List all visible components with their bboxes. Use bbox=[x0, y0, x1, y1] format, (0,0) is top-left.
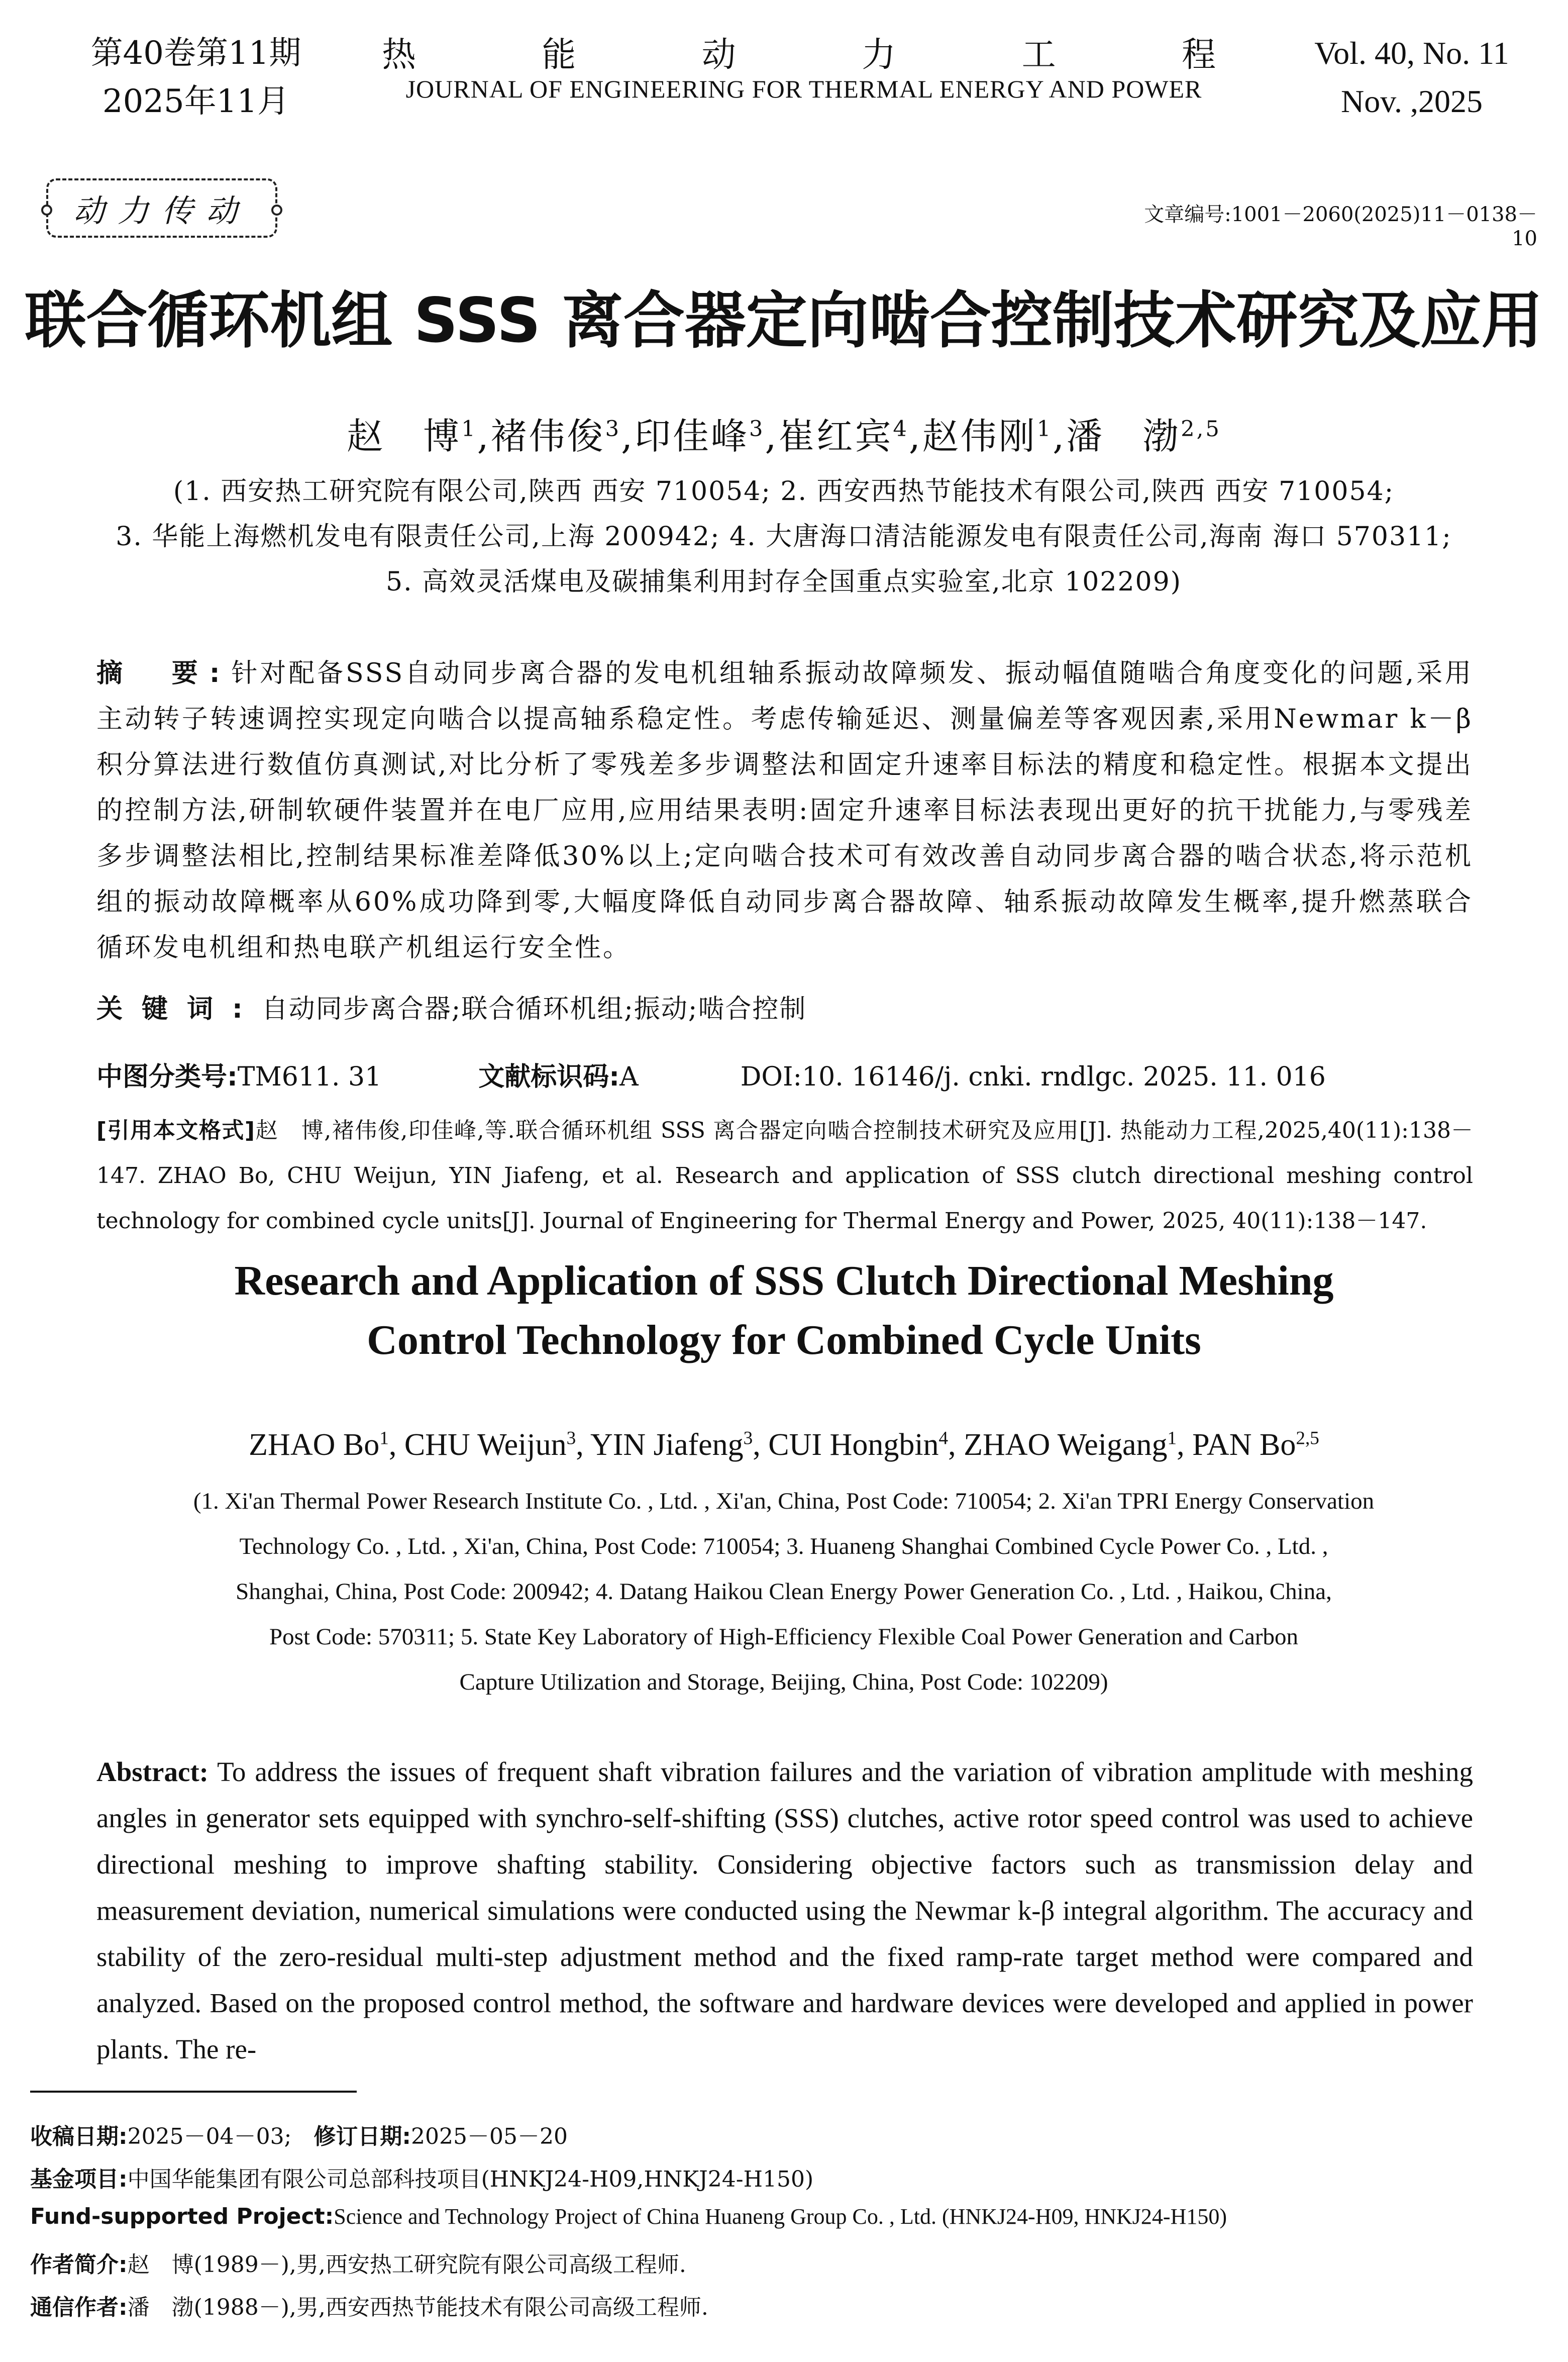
journal-title-cn bbox=[382, 28, 1216, 76]
footnote-dates bbox=[30, 2118, 1537, 2150]
header-volume-en bbox=[1296, 29, 1527, 126]
title-cn: 联合循环机组 SSS 离合器定向啮合控制技术研究及应用 bbox=[25, 285, 1543, 356]
author-en: ZHAO Weigang$^1$ bbox=[964, 1428, 1177, 1462]
fund-en-label: Fund-supported Project: bbox=[30, 2204, 334, 2229]
affiliation-en-line: Post Code: 570311; 5. State Key Laboratory of High-Efficiency Flexible Coal Power Generation and Carbon bbox=[269, 1624, 1298, 1650]
clc-value: TM611. 31 bbox=[237, 1062, 382, 1092]
article-number: 文章编号:1001－2060(2025)11－0138－10 bbox=[1144, 203, 1537, 250]
footnote-fund-en bbox=[30, 2204, 1537, 2229]
authors-cn: 赵 博$^1$,褚伟俊$^3$,印佳峰$^3$,崔红宾$^4$,赵伟刚$^1$,潘 渤$^{2,5}$ bbox=[347, 415, 1221, 457]
column-tag: 动力传动 bbox=[46, 178, 277, 238]
journal-char: 力 bbox=[862, 35, 896, 75]
title-en bbox=[100, 1251, 1468, 1370]
author-en: ZHAO Bo$^1$ bbox=[249, 1428, 389, 1462]
citation-text: 赵 博,褚伟俊,印佳峰,等.联合循环机组 SSS 离合器定向啮合控制技术研究及应用[J]. 热能动力工程,2025,40(11):138－147. ZHAO Bo, CHU Weijun, YIN Jiafeng, et al. Research and application of SSS clutch directional meshing control technology for combined cycle units[J]. Journal of Engineering for Thermal Energy and Power, 2025, 40(11):138－147. bbox=[96, 1118, 1473, 1234]
affiliation-en-line: (1. Xi'an Thermal Power Research Institute Co. , Ltd. , Xi'an, China, Post Code: 710054; 2. Xi'an TPRI Energy Conservation bbox=[193, 1488, 1375, 1514]
clc-label: 中图分类号: bbox=[96, 1062, 238, 1092]
abstract-cn-label: 摘 要: bbox=[96, 658, 231, 688]
footnote-corresponding bbox=[30, 2289, 1537, 2321]
affiliation-cn-line: (1. 西安热工研究院有限公司,陕西 西安 710054; 2. 西安西热节能技术有限公司,陕西 西安 710054; bbox=[173, 476, 1395, 507]
classification bbox=[96, 1055, 1473, 1093]
journal-char: 能 bbox=[542, 35, 576, 75]
authors-en: ZHAO Bo$^1$, CHU Weijun$^3$, YIN Jiafeng$^3$, CUI Hongbin$^4$, ZHAO Weigang$^1$, PAN Bo$^{2,5}$ bbox=[249, 1428, 1319, 1462]
fund-cn-label: 基金项目: bbox=[30, 2167, 128, 2192]
volume-issue-en: Vol. 40, No. 11 bbox=[1314, 35, 1509, 71]
author-cn: 崔红宾$^4$ bbox=[778, 415, 909, 457]
author-en: CHU Weijun$^3$ bbox=[404, 1428, 576, 1462]
affiliation-en-line: Capture Utilization and Storage, Beijing, China, Post Code: 102209) bbox=[459, 1669, 1108, 1695]
author-cn: 赵 博$^1$ bbox=[347, 415, 477, 457]
author-en: CUI Hongbin$^4$ bbox=[768, 1428, 949, 1462]
affiliation-en-line: Shanghai, China, Post Code: 200942; 4. Datang Haikou Clean Energy Power Generation Co. , Ltd. , Haikou, China, bbox=[236, 1579, 1332, 1605]
journal-char: 程 bbox=[1181, 35, 1216, 75]
title-en-line: Control Technology for Combined Cycle Units bbox=[367, 1317, 1201, 1363]
author-en: PAN Bo$^{2,5}$ bbox=[1192, 1428, 1319, 1462]
received-date: 2025－04－03; bbox=[127, 2124, 314, 2149]
fund-en-text: Science and Technology Project of China Huaneng Group Co. , Ltd. (HNKJ24-H09, HNKJ24-H150) bbox=[334, 2204, 1227, 2229]
citation bbox=[96, 1108, 1473, 1244]
abstract-en bbox=[96, 1749, 1473, 2073]
doc-code-value: A bbox=[619, 1062, 639, 1092]
corresponding-label: 通信作者: bbox=[30, 2295, 128, 2320]
keywords-label: 关键词: bbox=[96, 994, 262, 1024]
footnote-fund-cn bbox=[30, 2161, 1537, 2193]
affiliation-en-line: Technology Co. , Ltd. , Xi'an, China, Post Code: 710054; 3. Huaneng Shanghai Combined Cycle Power Co. , Ltd. , bbox=[239, 1533, 1328, 1559]
volume-issue-cn: 第40卷第11期 bbox=[90, 35, 301, 72]
corresponding-text: 潘 渤(1988－),男,西安西热节能技术有限公司高级工程师. bbox=[127, 2295, 708, 2320]
author-cn: 印佳峰$^3$ bbox=[634, 415, 765, 457]
revised-label: 修订日期: bbox=[313, 2124, 411, 2149]
journal-char: 热 bbox=[382, 35, 416, 75]
date-cn: 2025年11月 bbox=[102, 83, 290, 120]
fund-cn-text: 中国华能集团有限公司总部科技项目(HNKJ24-H09,HNKJ24-H150) bbox=[127, 2167, 814, 2192]
author-en: YIN Jiafeng$^3$ bbox=[590, 1428, 753, 1462]
journal-char: 工 bbox=[1021, 35, 1056, 75]
abstract-cn bbox=[96, 651, 1473, 971]
author-cn: 赵伟刚$^1$ bbox=[922, 415, 1053, 457]
abstract-en-label: Abstract: bbox=[96, 1756, 208, 1787]
footnote-author-bio bbox=[30, 2246, 1537, 2279]
revised-date: 2025－05－20 bbox=[411, 2124, 568, 2149]
footnote-divider bbox=[30, 2091, 357, 2093]
journal-title-en: JOURNAL OF ENGINEERING FOR THERMAL ENERGY AND POWER bbox=[405, 75, 1202, 103]
citation-label: [引用本文格式] bbox=[96, 1118, 255, 1143]
author-bio-label: 作者简介: bbox=[30, 2252, 128, 2278]
affiliation-cn-line: 3. 华能上海燃机发电有限责任公司,上海 200942; 4. 大唐海口清洁能源发电有限责任公司,海南 海口 570311; bbox=[116, 522, 1452, 552]
author-cn: 褚伟俊$^3$ bbox=[490, 415, 621, 457]
received-label: 收稿日期: bbox=[30, 2124, 128, 2149]
abstract-cn-text: 针对配备SSS自动同步离合器的发电机组轴系振动故障频发、振动幅值随啮合角度变化的问题,采用主动转子转速调控实现定向啮合以提高轴系稳定性。考虑传输延迟、测量偏差等客观因素,采用Newmar k－β积分算法进行数值仿真测试,对比分析了零残差多步调整法和固定升速率目标法的精度和稳定性。根据本文提出的控制方法,研制软硬件装置并在电厂应用,应用结果表明:固定升速率目标法表现出更好的抗干扰能力,与零残差多步调整法相比,控制结果标准差降低30%以上;定向啮合技术可有效改善自动同步离合器的啮合状态,将示范机组的振动故障概率从60%成功降到零,大幅度降低自动同步离合器故障、轴系振动故障发生概率,提升燃蒸联合循环发电机组和热电联产机组运行安全性。 bbox=[96, 658, 1473, 963]
keywords-cn bbox=[96, 988, 1473, 1025]
doc-code-label: 文献标识码: bbox=[478, 1062, 620, 1092]
abstract-en-text: To address the issues of frequent shaft vibration failures and the variation of vibration amplitude with meshing angles in generator sets equipped with synchro-self-shifting (SSS) clutches, active rotor speed control was used to achieve directional meshing to improve shafting stability. Considering objective factors such as transmission delay and measurement deviation, numerical simulations were conducted using the Newmar k-β integral algorithm. The accuracy and stability of the zero-residual multi-step adjustment method and the fixed ramp-rate target method were compared and analyzed. Based on the proposed control method, the software and hardware devices were developed and applied in power plants. The re- bbox=[96, 1756, 1473, 2064]
author-bio-text: 赵 博(1989－),男,西安热工研究院有限公司高级工程师. bbox=[127, 2252, 686, 2278]
author-cn: 潘 渤$^{2,5}$ bbox=[1066, 415, 1221, 457]
date-en: Nov. ,2025 bbox=[1340, 83, 1483, 119]
affiliation-cn-line: 5. 高效灵活煤电及碳捕集利用封存全国重点实验室,北京 102209) bbox=[386, 567, 1182, 597]
keywords-text: 自动同步离合器;联合循环机组;振动;啮合控制 bbox=[261, 994, 807, 1024]
journal-char: 动 bbox=[701, 35, 736, 75]
header-volume-cn bbox=[65, 29, 327, 126]
doi: DOI:10. 16146/j. cnki. rndlgc. 2025. 11. 016 bbox=[740, 1062, 1326, 1092]
title-en-line: Research and Application of SSS Clutch Directional Meshing bbox=[234, 1257, 1334, 1304]
